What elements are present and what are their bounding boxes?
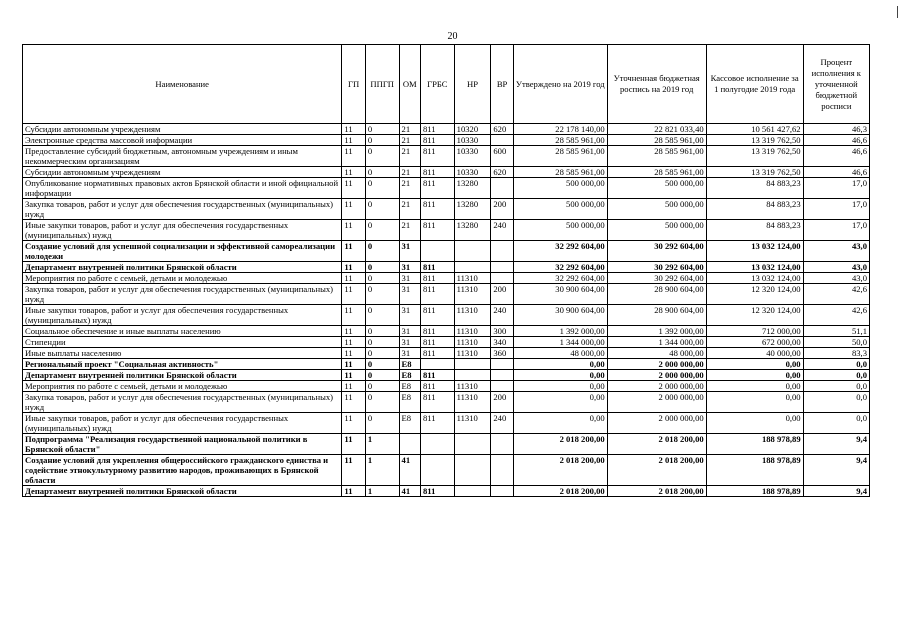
cell-ppgp: 0 (365, 241, 399, 262)
cell-gp: 11 (342, 359, 365, 370)
cell-om: E8 (399, 381, 420, 392)
cell-cash: 13 319 762,50 (706, 167, 803, 178)
cell-ppgp: 0 (365, 381, 399, 392)
cell-cash: 188 978,89 (706, 434, 803, 455)
cell-gp: 11 (342, 199, 365, 220)
cell-gp: 11 (342, 178, 365, 199)
cell-approved: 2 018 200,00 (513, 455, 607, 486)
cell-approved: 48 000,00 (513, 348, 607, 359)
cell-vr: 340 (491, 337, 513, 348)
cell-vr: 620 (491, 124, 513, 135)
cell-approved: 28 585 961,00 (513, 135, 607, 146)
cell-nr: 10320 (454, 124, 491, 135)
cell-gp: 11 (342, 413, 365, 434)
cell-grbs: 811 (420, 284, 454, 305)
cell-gp: 11 (342, 337, 365, 348)
cell-nr: 11310 (454, 326, 491, 337)
cell-om: 31 (399, 326, 420, 337)
cell-cash: 0,00 (706, 413, 803, 434)
cell-om: 31 (399, 337, 420, 348)
cell-name: Предоставление субсидий бюджетным, автономным учреждениям и иным некоммерческим организациям (23, 146, 342, 167)
cell-gp: 11 (342, 326, 365, 337)
cell-cash: 13 032 124,00 (706, 262, 803, 273)
cell-approved: 32 292 604,00 (513, 262, 607, 273)
header-gp: ГП (342, 45, 365, 124)
cell-om: 31 (399, 348, 420, 359)
cell-percent: 9,4 (803, 486, 869, 497)
cell-vr (491, 262, 513, 273)
cell-ppgp: 0 (365, 146, 399, 167)
cell-name: Иные закупки товаров, работ и услуг для обеспечения государственных (муниципальных) нужд (23, 413, 342, 434)
cell-gp: 11 (342, 262, 365, 273)
header-approved: Утверждено на 2019 год (513, 45, 607, 124)
cell-vr: 200 (491, 199, 513, 220)
cell-cash: 672 000,00 (706, 337, 803, 348)
cell-specified: 2 018 200,00 (607, 486, 706, 497)
cell-gp: 11 (342, 381, 365, 392)
cell-specified: 2 000 000,00 (607, 392, 706, 413)
cell-specified: 1 392 000,00 (607, 326, 706, 337)
cell-om: 21 (399, 146, 420, 167)
cell-vr: 200 (491, 284, 513, 305)
cell-specified: 2 000 000,00 (607, 381, 706, 392)
cell-gp: 11 (342, 455, 365, 486)
cell-om: 31 (399, 284, 420, 305)
cell-grbs (420, 241, 454, 262)
cell-specified: 30 292 604,00 (607, 241, 706, 262)
cell-gp: 11 (342, 284, 365, 305)
cell-vr (491, 486, 513, 497)
cell-specified: 30 292 604,00 (607, 273, 706, 284)
cell-cash: 188 978,89 (706, 455, 803, 486)
cell-om: 21 (399, 124, 420, 135)
cell-gp: 11 (342, 370, 365, 381)
cell-om: 31 (399, 273, 420, 284)
cell-vr: 200 (491, 392, 513, 413)
header-grbs: ГРБС (420, 45, 454, 124)
cell-approved: 28 585 961,00 (513, 146, 607, 167)
cell-om: 31 (399, 305, 420, 326)
header-nr: НР (454, 45, 491, 124)
cell-percent: 46,3 (803, 124, 869, 135)
cell-ppgp: 1 (365, 455, 399, 486)
table-row (23, 381, 870, 392)
table-row (23, 359, 870, 370)
cell-cash: 84 883,23 (706, 220, 803, 241)
cell-nr (454, 262, 491, 273)
cell-approved: 0,00 (513, 381, 607, 392)
cell-percent: 42,6 (803, 305, 869, 326)
cell-name: Подпрограмма "Реализация государственной национальной политики в Брянской области" (23, 434, 342, 455)
cell-cash: 84 883,23 (706, 199, 803, 220)
cell-nr: 11310 (454, 381, 491, 392)
cell-ppgp: 0 (365, 273, 399, 284)
cell-grbs: 811 (420, 326, 454, 337)
cell-vr: 240 (491, 413, 513, 434)
table-row (23, 434, 870, 455)
cell-name: Закупка товаров, работ и услуг для обеспечения государственных (муниципальных) нужд (23, 392, 342, 413)
cell-name: Закупка товаров, работ и услуг для обеспечения государственных (муниципальных) нужд (23, 284, 342, 305)
cell-cash: 10 561 427,62 (706, 124, 803, 135)
cell-approved: 0,00 (513, 392, 607, 413)
cell-ppgp: 0 (365, 284, 399, 305)
table-header-row (23, 45, 870, 124)
table-body (23, 124, 870, 497)
cell-gp: 11 (342, 273, 365, 284)
cell-name: Создание условий для укрепления общероссийского гражданского единства и содействие этнокультурному развитию народов, проживающих в Брянской области (23, 455, 342, 486)
cell-cash: 12 320 124,00 (706, 305, 803, 326)
table-row (23, 348, 870, 359)
cell-grbs: 811 (420, 392, 454, 413)
cell-approved: 1 344 000,00 (513, 337, 607, 348)
cell-nr: 13280 (454, 178, 491, 199)
cell-om: 21 (399, 135, 420, 146)
cell-cash: 13 032 124,00 (706, 241, 803, 262)
cell-vr (491, 359, 513, 370)
cell-vr (491, 381, 513, 392)
cell-gp: 11 (342, 167, 365, 178)
cell-nr (454, 241, 491, 262)
cell-grbs: 811 (420, 413, 454, 434)
cell-grbs: 811 (420, 220, 454, 241)
cell-ppgp: 0 (365, 413, 399, 434)
cell-percent: 46,6 (803, 135, 869, 146)
cell-specified: 1 344 000,00 (607, 337, 706, 348)
cell-nr (454, 370, 491, 381)
cell-grbs: 811 (420, 348, 454, 359)
cell-approved: 500 000,00 (513, 199, 607, 220)
cell-cash: 188 978,89 (706, 486, 803, 497)
cell-name: Мероприятия по работе с семьей, детьми и молодежью (23, 381, 342, 392)
cell-nr: 11310 (454, 273, 491, 284)
cell-specified: 30 292 604,00 (607, 262, 706, 273)
cell-ppgp: 0 (365, 305, 399, 326)
header-name: Наименование (23, 45, 342, 124)
cell-gp: 11 (342, 486, 365, 497)
cell-nr: 11310 (454, 337, 491, 348)
cell-cash: 712 000,00 (706, 326, 803, 337)
cell-grbs (420, 359, 454, 370)
cell-om: 21 (399, 167, 420, 178)
cell-percent: 51,1 (803, 326, 869, 337)
cell-nr: 10330 (454, 135, 491, 146)
cell-ppgp: 0 (365, 220, 399, 241)
cell-name: Департамент внутренней политики Брянской области (23, 486, 342, 497)
budget-execution-table (22, 44, 870, 497)
cell-name: Иные выплаты населению (23, 348, 342, 359)
cell-ppgp: 0 (365, 262, 399, 273)
cell-nr: 11310 (454, 392, 491, 413)
cell-name: Департамент внутренней политики Брянской области (23, 262, 342, 273)
cell-nr: 13280 (454, 199, 491, 220)
cell-ppgp: 1 (365, 486, 399, 497)
cell-cash: 0,00 (706, 392, 803, 413)
header-cash: Кассовое исполнение за 1 полугодие 2019 года (706, 45, 803, 124)
cell-percent: 83,3 (803, 348, 869, 359)
cell-name: Иные закупки товаров, работ и услуг для обеспечения государственных (муниципальных) нужд (23, 220, 342, 241)
table-row (23, 273, 870, 284)
cell-om: 41 (399, 455, 420, 486)
cell-vr (491, 241, 513, 262)
cell-grbs: 811 (420, 486, 454, 497)
cell-ppgp: 0 (365, 392, 399, 413)
cell-ppgp: 0 (365, 178, 399, 199)
cell-ppgp: 0 (365, 167, 399, 178)
cell-name: Закупка товаров, работ и услуг для обеспечения государственных (муниципальных) нужд (23, 199, 342, 220)
cell-percent: 43,0 (803, 273, 869, 284)
cell-percent: 0,0 (803, 359, 869, 370)
cell-ppgp: 0 (365, 359, 399, 370)
cell-name: Мероприятия по работе с семьей, детьми и молодежью (23, 273, 342, 284)
cell-ppgp: 0 (365, 326, 399, 337)
cell-specified: 28 585 961,00 (607, 167, 706, 178)
cell-name: Региональный проект "Социальная активность" (23, 359, 342, 370)
cell-name: Иные закупки товаров, работ и услуг для обеспечения государственных (муниципальных) нужд (23, 305, 342, 326)
header-percent: Процент исполнения к уточненной бюджетной росписи (803, 45, 869, 124)
cell-approved: 30 900 604,00 (513, 284, 607, 305)
cell-grbs: 811 (420, 370, 454, 381)
cell-specified: 48 000,00 (607, 348, 706, 359)
cell-percent: 46,6 (803, 146, 869, 167)
cell-percent: 0,0 (803, 413, 869, 434)
cell-approved: 0,00 (513, 413, 607, 434)
cell-gp: 11 (342, 348, 365, 359)
cell-specified: 2 000 000,00 (607, 413, 706, 434)
cell-specified: 2 000 000,00 (607, 370, 706, 381)
cell-approved: 2 018 200,00 (513, 434, 607, 455)
cell-nr: 11310 (454, 348, 491, 359)
cell-cash: 0,00 (706, 370, 803, 381)
cell-name: Электронные средства массовой информации (23, 135, 342, 146)
table-row (23, 146, 870, 167)
table-row (23, 337, 870, 348)
cell-percent: 0,0 (803, 381, 869, 392)
table-row (23, 199, 870, 220)
cell-approved: 22 178 140,00 (513, 124, 607, 135)
cell-grbs: 811 (420, 305, 454, 326)
cell-specified: 2 018 200,00 (607, 434, 706, 455)
cell-approved: 32 292 604,00 (513, 241, 607, 262)
cell-ppgp: 0 (365, 348, 399, 359)
cell-percent: 17,0 (803, 199, 869, 220)
cell-grbs: 811 (420, 178, 454, 199)
cell-gp: 11 (342, 146, 365, 167)
cell-approved: 0,00 (513, 359, 607, 370)
table-row (23, 167, 870, 178)
cell-grbs: 811 (420, 124, 454, 135)
table-row (23, 486, 870, 497)
cell-ppgp: 0 (365, 337, 399, 348)
cell-om: E8 (399, 392, 420, 413)
cell-vr: 240 (491, 220, 513, 241)
table-row (23, 135, 870, 146)
cell-vr: 620 (491, 167, 513, 178)
cell-specified: 28 900 604,00 (607, 305, 706, 326)
cell-cash: 13 319 762,50 (706, 146, 803, 167)
table-row (23, 455, 870, 486)
cell-vr: 360 (491, 348, 513, 359)
cell-vr (491, 370, 513, 381)
cell-specified: 2 018 200,00 (607, 455, 706, 486)
page-number: 20 (447, 31, 458, 42)
cell-grbs: 811 (420, 273, 454, 284)
cell-percent: 46,6 (803, 167, 869, 178)
cell-specified: 500 000,00 (607, 199, 706, 220)
cell-vr (491, 178, 513, 199)
cell-ppgp: 0 (365, 199, 399, 220)
cell-gp: 11 (342, 305, 365, 326)
cell-om: 21 (399, 178, 420, 199)
table-row (23, 392, 870, 413)
header-ppgp: ППГП (365, 45, 399, 124)
cell-percent: 42,6 (803, 284, 869, 305)
table-row (23, 124, 870, 135)
cell-specified: 500 000,00 (607, 178, 706, 199)
cell-cash: 13 032 124,00 (706, 273, 803, 284)
cell-om: 31 (399, 262, 420, 273)
cell-nr: 11310 (454, 305, 491, 326)
cell-specified: 28 900 604,00 (607, 284, 706, 305)
cell-cash: 12 320 124,00 (706, 284, 803, 305)
table-row (23, 262, 870, 273)
cell-vr (491, 273, 513, 284)
cell-approved: 500 000,00 (513, 220, 607, 241)
cell-specified: 28 585 961,00 (607, 135, 706, 146)
table-row (23, 413, 870, 434)
cell-gp: 11 (342, 241, 365, 262)
cell-grbs: 811 (420, 262, 454, 273)
cell-name: Субсидии автономным учреждениям (23, 124, 342, 135)
cell-om: 21 (399, 220, 420, 241)
cell-vr (491, 434, 513, 455)
cell-nr: 10330 (454, 146, 491, 167)
cell-percent: 50,0 (803, 337, 869, 348)
cell-gp: 11 (342, 135, 365, 146)
cell-nr: 11310 (454, 413, 491, 434)
cell-nr (454, 455, 491, 486)
cell-nr (454, 486, 491, 497)
cell-approved: 500 000,00 (513, 178, 607, 199)
cell-ppgp: 0 (365, 370, 399, 381)
cell-vr: 240 (491, 305, 513, 326)
cell-nr (454, 434, 491, 455)
cell-grbs: 811 (420, 167, 454, 178)
cell-approved: 28 585 961,00 (513, 167, 607, 178)
table-row (23, 178, 870, 199)
cell-om: E8 (399, 359, 420, 370)
cell-grbs (420, 434, 454, 455)
cell-grbs: 811 (420, 199, 454, 220)
cell-specified: 500 000,00 (607, 220, 706, 241)
header-specified: Уточненная бюджетная роспись на 2019 год (607, 45, 706, 124)
cell-nr: 10330 (454, 167, 491, 178)
cell-approved: 30 900 604,00 (513, 305, 607, 326)
cell-grbs: 811 (420, 146, 454, 167)
cell-nr: 11310 (454, 284, 491, 305)
cell-vr (491, 135, 513, 146)
cell-vr (491, 455, 513, 486)
cell-name: Субсидии автономным учреждениям (23, 167, 342, 178)
cell-approved: 2 018 200,00 (513, 486, 607, 497)
table-row (23, 220, 870, 241)
cell-cash: 0,00 (706, 359, 803, 370)
cell-specified: 2 000 000,00 (607, 359, 706, 370)
cell-cash: 13 319 762,50 (706, 135, 803, 146)
cell-percent: 9,4 (803, 434, 869, 455)
header-om: ОМ (399, 45, 420, 124)
cell-om: E8 (399, 370, 420, 381)
cell-om: 41 (399, 486, 420, 497)
cell-percent: 43,0 (803, 241, 869, 262)
table-row (23, 284, 870, 305)
table-row (23, 326, 870, 337)
cell-vr: 300 (491, 326, 513, 337)
cell-name: Стипендии (23, 337, 342, 348)
cell-cash: 0,00 (706, 381, 803, 392)
cell-nr (454, 359, 491, 370)
cell-percent: 17,0 (803, 178, 869, 199)
cell-approved: 32 292 604,00 (513, 273, 607, 284)
cell-grbs: 811 (420, 135, 454, 146)
cell-name: Департамент внутренней политики Брянской области (23, 370, 342, 381)
cell-percent: 0,0 (803, 392, 869, 413)
cell-approved: 1 392 000,00 (513, 326, 607, 337)
page-edge-mark (897, 6, 898, 18)
table-row (23, 305, 870, 326)
cell-vr: 600 (491, 146, 513, 167)
cell-gp: 11 (342, 220, 365, 241)
cell-grbs: 811 (420, 381, 454, 392)
cell-om: 31 (399, 241, 420, 262)
cell-ppgp: 1 (365, 434, 399, 455)
cell-ppgp: 0 (365, 124, 399, 135)
cell-specified: 22 821 033,40 (607, 124, 706, 135)
cell-percent: 17,0 (803, 220, 869, 241)
cell-gp: 11 (342, 434, 365, 455)
cell-ppgp: 0 (365, 135, 399, 146)
header-vr: ВР (491, 45, 513, 124)
table-row (23, 241, 870, 262)
cell-approved: 0,00 (513, 370, 607, 381)
table-row (23, 370, 870, 381)
cell-nr: 13280 (454, 220, 491, 241)
cell-percent: 0,0 (803, 370, 869, 381)
cell-om: E8 (399, 413, 420, 434)
cell-name: Создание условий для успешной социализации и эффективной самореализации молодежи (23, 241, 342, 262)
cell-specified: 28 585 961,00 (607, 146, 706, 167)
cell-cash: 40 000,00 (706, 348, 803, 359)
cell-om (399, 434, 420, 455)
cell-name: Опубликование нормативных правовых актов Брянской области и иной официальной информации (23, 178, 342, 199)
cell-name: Социальное обеспечение и иные выплаты населению (23, 326, 342, 337)
cell-gp: 11 (342, 124, 365, 135)
cell-grbs (420, 455, 454, 486)
cell-gp: 11 (342, 392, 365, 413)
cell-percent: 9,4 (803, 455, 869, 486)
cell-om: 21 (399, 199, 420, 220)
cell-percent: 43,0 (803, 262, 869, 273)
cell-cash: 84 883,23 (706, 178, 803, 199)
cell-grbs: 811 (420, 337, 454, 348)
